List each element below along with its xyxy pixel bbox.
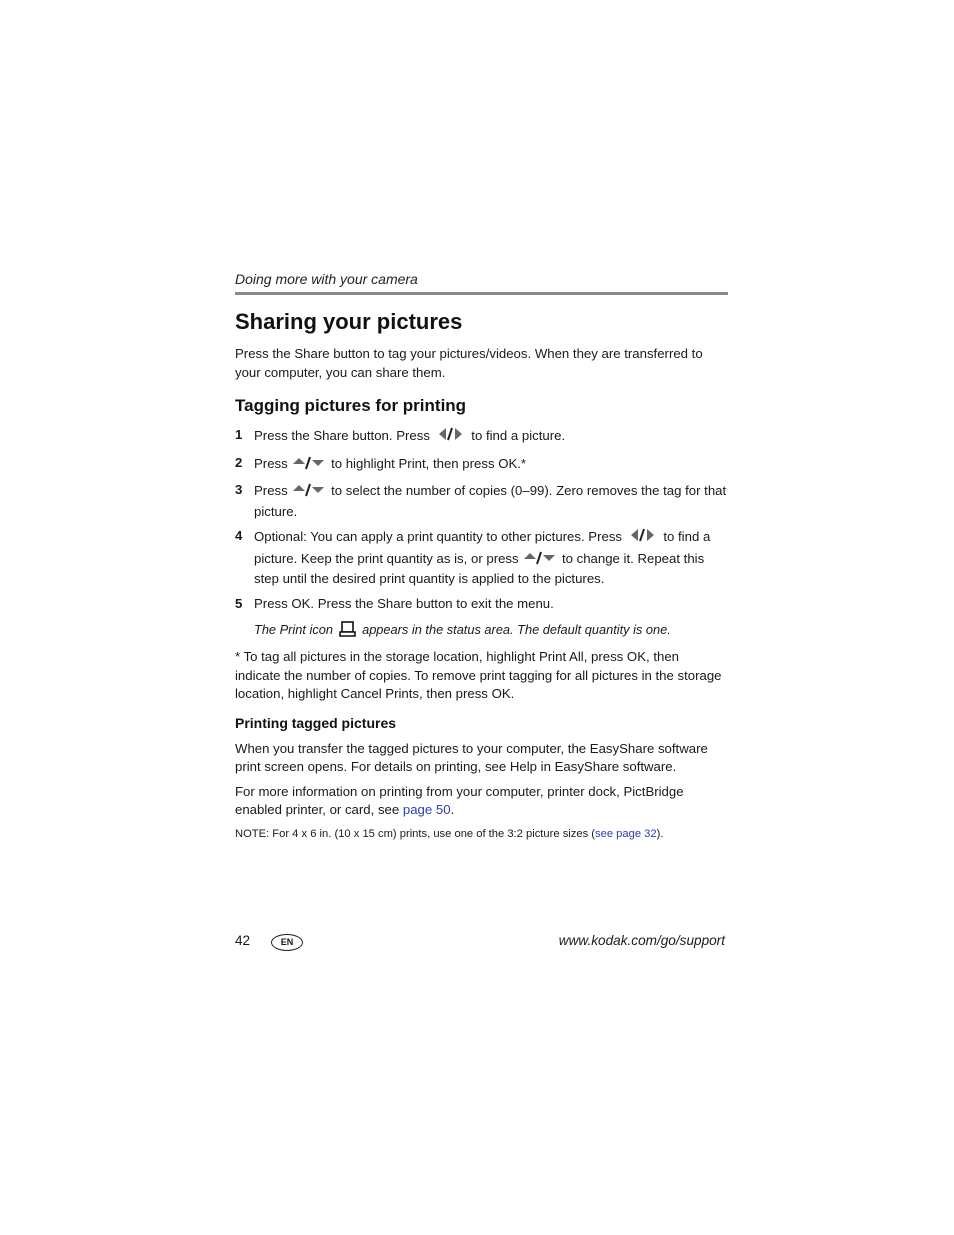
- left-right-arrow-icon: [434, 426, 468, 448]
- up-down-arrow-icon: [291, 454, 327, 476]
- step-number: 4: [235, 528, 243, 543]
- step-text: Press: [254, 483, 288, 499]
- page-title: Sharing your pictures: [235, 309, 463, 334]
- page-number: 42: [235, 933, 251, 948]
- step-text: to highlight Print, then press OK.*: [331, 455, 527, 471]
- step-number: 1: [235, 427, 243, 442]
- step-number: 3: [235, 482, 243, 497]
- print-icon: [337, 619, 359, 642]
- footnote: * To tag all pictures in the storage location, highlight Print All, press OK, then indicate the number of copies. To remove print tagging for all pictures in the storage location, highlight Cancel Prints, then press OK.: [235, 649, 722, 701]
- up-down-arrow-icon: [522, 549, 558, 571]
- section-header: Doing more with your camera: [235, 271, 418, 287]
- step-text: Press the Share button. Press: [254, 428, 430, 444]
- step-text: Optional: You can apply a print quantity to other pictures. Press: [254, 529, 623, 545]
- page-footer: [235, 931, 725, 953]
- header-rule: [235, 292, 728, 295]
- note: NOTE: For 4 x 6 in. (10 x 15 cm) prints, use one of the 3:2 picture sizes (see page 32).: [235, 827, 664, 840]
- manual-page: [235, 270, 728, 842]
- step-text: Press OK. Press the Share button to exit the menu.: [254, 595, 554, 611]
- more-info-paragraph: For more information on printing from your computer, printer dock, PictBridge enabled printer, or card, see page 50.: [235, 783, 684, 817]
- status-note: The Print icon appears in the status area. The default quantity is one.: [254, 619, 728, 642]
- section-heading: Tagging pictures for printing: [235, 396, 467, 415]
- printing-paragraph: When you transfer the tagged pictures to your computer, the EasyShare software print screen opens. For details on printing, see Help in EasyShare software.: [235, 740, 708, 774]
- intro-paragraph: Press the Share button to tag your pictures/videos. When they are transferred to your computer, you can share them.: [235, 346, 703, 380]
- page-50-link[interactable]: page 50: [402, 802, 451, 817]
- left-right-arrow-icon: [626, 527, 660, 549]
- subsection-heading: Printing tagged pictures: [235, 714, 397, 731]
- step-text: Press: [254, 455, 288, 471]
- step-4: [235, 527, 728, 589]
- step-text: to find a picture.: [471, 428, 566, 444]
- step-text: to select the number of copies (0–99). Zero removes the tag for that picture.: [254, 483, 727, 519]
- support-url: www.kodak.com/go/support: [558, 933, 725, 948]
- step-number: 2: [235, 454, 243, 470]
- step-number: 5: [235, 595, 243, 611]
- step-1: [235, 426, 728, 448]
- step-5: [235, 595, 728, 614]
- step-3: [235, 481, 728, 521]
- page-32-link[interactable]: see page 32: [595, 827, 657, 840]
- up-down-arrow-icon: [291, 481, 327, 503]
- step-2: [235, 454, 728, 476]
- step-text: to find a picture. Keep the print quantity as is, or press: [254, 529, 711, 566]
- language-badge: EN: [271, 934, 303, 951]
- step-text: to change it. Repeat this step until the desired print quantity is applied to the pictures.: [254, 550, 705, 586]
